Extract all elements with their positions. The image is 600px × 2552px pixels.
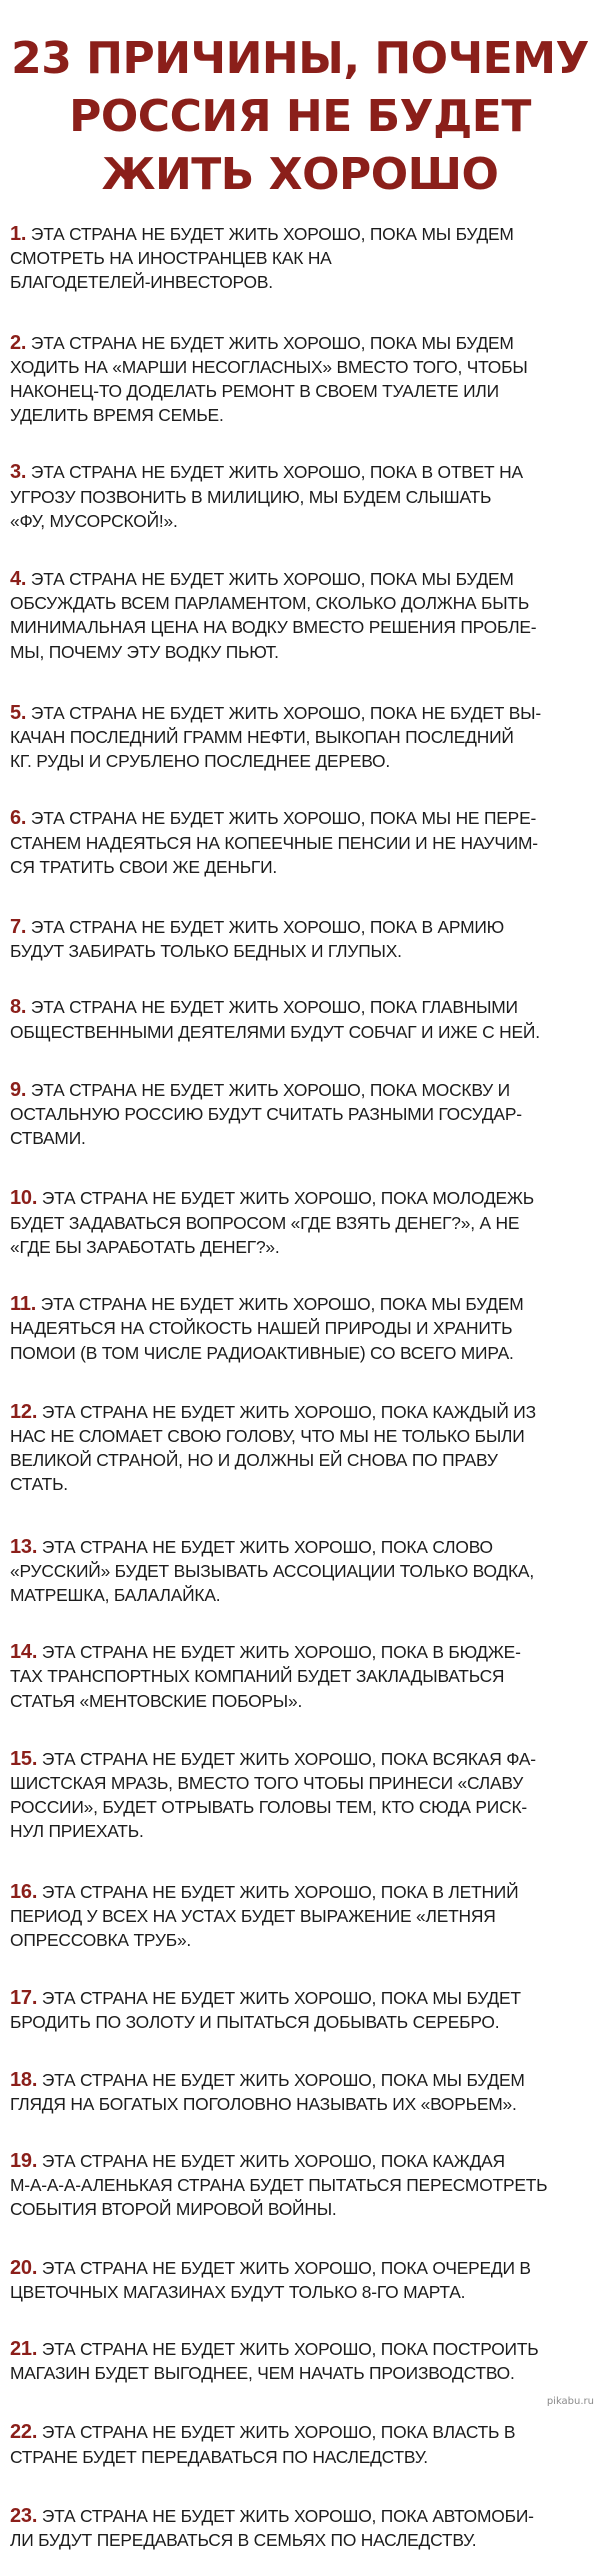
list-item-number: 2.	[10, 331, 27, 354]
list-item-line	[10, 831, 592, 855]
list-item-line	[10, 615, 592, 639]
list-item-line	[10, 2445, 592, 2469]
list-item-text: ЭТА СТРАНА НЕ БУДЕТ ЖИТЬ ХОРОШО, ПОКА МЫ БУДЕМ	[41, 2069, 525, 2090]
list-item-line	[10, 701, 592, 725]
list-item-line	[10, 1986, 592, 2010]
list-item-text: ШИСТСКАЯ МРАЗЬ, ВМЕСТО ТОГО ЧТОБЫ ПРИНЕСИ «СЛАВУ	[10, 1772, 524, 1793]
list-item-text: СТРАНЕ БУДЕТ ПЕРЕДАВАТЬСЯ ПО НАСЛЕДСТВУ.	[10, 2446, 428, 2467]
list-item-number: 5.	[10, 701, 27, 724]
list-item	[10, 915, 592, 963]
list-item-line	[10, 2197, 592, 2221]
list-item-text: ЭТА СТРАНА НЕ БУДЕТ ЖИТЬ ХОРОШО, ПОКА В БЮДЖЕ-	[41, 1642, 521, 1663]
list-item-line	[10, 1400, 592, 1424]
list-item	[10, 1400, 592, 1497]
list-item	[10, 1186, 592, 1259]
list-item-line	[10, 1904, 592, 1928]
list-item-line	[10, 379, 592, 403]
list-item	[10, 1078, 592, 1151]
list-item-number: 7.	[10, 916, 27, 939]
list-item-line	[10, 485, 592, 509]
list-item-line	[10, 725, 592, 749]
list-item-number: 9.	[10, 1078, 27, 1101]
list-item-text: ЭТА СТРАНА НЕ БУДЕТ ЖИТЬ ХОРОШО, ПОКА ВСЯКАЯ ФА-	[41, 1748, 536, 1769]
list-item-text: ЭТА СТРАНА НЕ БУДЕТ ЖИТЬ ХОРОШО, ПОКА ВЛАСТЬ В	[41, 2422, 516, 2443]
list-item-text: ЭТА СТРАНА НЕ БУДЕТ ЖИТЬ ХОРОШО, ПОКА КАЖДЫЙ ИЗ	[41, 1401, 536, 1422]
list-item-number: 4.	[10, 568, 27, 591]
watermark: pikabu.ru	[546, 2396, 594, 2407]
list-item-text: ЭТА СТРАНА НЕ БУДЕТ ЖИТЬ ХОРОШО, ПОКА НЕ БУДЕТ ВЫ-	[30, 702, 541, 723]
list-item	[10, 806, 592, 879]
list-item-text: «ФУ, МУСОРСКОЙ!».	[10, 510, 178, 531]
list-item-text: СОБЫТИЯ ВТОРОЙ МИРОВОЙ ВОЙНЫ.	[10, 2199, 337, 2220]
list-item-text: ЭТА СТРАНА НЕ БУДЕТ ЖИТЬ ХОРОШО, ПОКА МОСКВУ И	[30, 1079, 510, 1100]
list-item-number: 10.	[10, 1187, 38, 1210]
list-item-line	[10, 1771, 592, 1795]
list-item-number: 11.	[10, 1293, 37, 1316]
list-item-number: 22.	[10, 2421, 38, 2444]
title-line: РОССИЯ НЕ БУДЕТ	[69, 91, 531, 142]
list-item-text: «РУССКИЙ» БУДЕТ ВЫЗЫВАТЬ АССОЦИАЦИИ ТОЛЬКО ВОДКА,	[10, 1560, 534, 1581]
list-item-line	[10, 2068, 592, 2092]
list-item-line	[10, 270, 592, 294]
list-item-line	[10, 403, 592, 427]
list-item-line	[10, 1126, 592, 1150]
list-item-text: БРОДИТЬ ПО ЗОЛОТУ И ПЫТАТЬСЯ ДОБЫВАТЬ СЕРЕБРО.	[10, 2012, 500, 2033]
list-item	[10, 567, 592, 664]
list-item-line	[10, 2420, 592, 2444]
list-item-number: 8.	[10, 996, 27, 1019]
list-item	[10, 701, 592, 774]
list-item	[10, 2420, 592, 2468]
list-item-line	[10, 1747, 592, 1771]
list-item	[10, 2068, 592, 2116]
list-item-line	[10, 806, 592, 830]
list-item-line	[10, 591, 592, 615]
title-line: ЖИТЬ ХОРОШО	[101, 149, 499, 200]
list-item-text: ЦВЕТОЧНЫХ МАГАЗИНАХ БУДУТ ТОЛЬКО 8-ГО МАРТА.	[10, 2281, 466, 2302]
list-item-line	[10, 355, 592, 379]
list-item-number: 19.	[10, 2149, 38, 2172]
list-item-text: СТВАМИ.	[10, 1128, 86, 1149]
list-item-line	[10, 1020, 592, 1044]
list-item	[10, 995, 592, 1043]
list-item-text: ЭТА СТРАНА НЕ БУДЕТ ЖИТЬ ХОРОШО, ПОКА ПОСТРОИТЬ	[41, 2338, 539, 2359]
list-item	[10, 222, 592, 295]
list-item-line	[10, 2504, 592, 2528]
list-item-number: 17.	[10, 1987, 38, 2010]
list-item-text: ЭТА СТРАНА НЕ БУДЕТ ЖИТЬ ХОРОШО, ПОКА МЫ БУДЕТ	[41, 1988, 521, 2009]
list-item-line	[10, 1211, 592, 1235]
list-item-line	[10, 1664, 592, 1688]
list-item-line	[10, 2149, 592, 2173]
list-item-text: КГ. РУДЫ И СРУБЛЕНО ПОСЛЕДНЕЕ ДЕРЕВО.	[10, 751, 391, 772]
list-item-line	[10, 1928, 592, 1952]
list-item-line	[10, 1078, 592, 1102]
list-item-line	[10, 1235, 592, 1259]
list-item-number: 12.	[10, 1400, 38, 1423]
list-item-text: ЭТА СТРАНА НЕ БУДЕТ ЖИТЬ ХОРОШО, ПОКА АВТОМОБИ-	[41, 2505, 534, 2526]
list-item-text: ЭТА СТРАНА НЕ БУДЕТ ЖИТЬ ХОРОШО, ПОКА МЫ БУДЕМ	[30, 332, 514, 353]
list-item-line	[10, 915, 592, 939]
list-item-line	[10, 2280, 592, 2304]
list-item-line	[10, 855, 592, 879]
list-item-line	[10, 1795, 592, 1819]
list-item-text: ЭТА СТРАНА НЕ БУДЕТ ЖИТЬ ХОРОШО, ПОКА МОЛОДЕЖЬ	[41, 1188, 535, 1209]
list-item-line	[10, 1292, 592, 1316]
list-item-text: МЫ, ПОЧЕМУ ЭТУ ВОДКУ ПЬЮТ.	[10, 641, 279, 662]
list-item-text: ЭТА СТРАНА НЕ БУДЕТ ЖИТЬ ХОРОШО, ПОКА МЫ БУДЕМ	[30, 224, 514, 244]
list-item-line	[10, 2361, 592, 2385]
list-item	[10, 1535, 592, 1608]
list-item-line	[10, 2256, 592, 2280]
list-item-text: ГЛЯДЯ НА БОГАТЫХ ПОГОЛОВНО НАЗЫВАТЬ ИХ «ВОРЬЕМ».	[10, 2093, 517, 2114]
list-item-line	[10, 1880, 592, 1904]
list-item-number: 14.	[10, 1641, 38, 1664]
list-item-text: НАДЕЯТЬСЯ НА СТОЙКОСТЬ НАШЕЙ ПРИРОДЫ И ХРАНИТЬ	[10, 1318, 513, 1339]
list-item-text: ОБСУЖДАТЬ ВСЕМ ПАРЛАМЕНТОМ, СКОЛЬКО ДОЛЖНА БЫТЬ	[10, 593, 530, 614]
list-item-text: ЭТА СТРАНА НЕ БУДЕТ ЖИТЬ ХОРОШО, ПОКА МЫ БУДЕМ	[40, 1294, 524, 1315]
list-item-text: СЯ ТРАТИТЬ СВОИ ЖЕ ДЕНЬГИ.	[10, 856, 278, 877]
list-item-line	[10, 995, 592, 1019]
list-item-text: ЭТА СТРАНА НЕ БУДЕТ ЖИТЬ ХОРОШО, ПОКА МЫ БУДЕМ	[30, 569, 514, 590]
list-item-line	[10, 222, 592, 246]
list-item-text: М-А-А-А-АЛЕНЬКАЯ СТРАНА БУДЕТ ПЫТАТЬСЯ ПЕРЕСМОТРЕТЬ	[10, 2175, 548, 2196]
list-item-line	[10, 1424, 592, 1448]
list-item-line	[10, 939, 592, 963]
list-item-text: ЭТА СТРАНА НЕ БУДЕТ ЖИТЬ ХОРОШО, ПОКА В ОТВЕТ НА	[30, 462, 523, 483]
list-item-text: ЭТА СТРАНА НЕ БУДЕТ ЖИТЬ ХОРОШО, ПОКА КАЖДАЯ	[41, 2150, 505, 2171]
list-item	[10, 1880, 592, 1953]
list-item-line	[10, 1583, 592, 1607]
list-item-line	[10, 567, 592, 591]
list-item-number: 18.	[10, 2068, 38, 2091]
list-item	[10, 2256, 592, 2304]
list-item-text: ЭТА СТРАНА НЕ БУДЕТ ЖИТЬ ХОРОШО, ПОКА МЫ НЕ ПЕРЕ-	[30, 808, 537, 829]
list-item-line	[10, 1102, 592, 1126]
list-item-text: ЭТА СТРАНА НЕ БУДЕТ ЖИТЬ ХОРОШО, ПОКА СЛОВО	[41, 1536, 493, 1557]
list-item-text: ЭТА СТРАНА НЕ БУДЕТ ЖИТЬ ХОРОШО, ПОКА ОЧЕРЕДИ В	[41, 2257, 531, 2278]
list-item	[10, 460, 592, 533]
list-item-text: ОБЩЕСТВЕННЫМИ ДЕЯТЕЛЯМИ БУДУТ СОБЧАГ И ИЖЕ С НЕЙ.	[10, 1021, 540, 1042]
list-item-line	[10, 509, 592, 533]
list-item-line	[10, 749, 592, 773]
list-item-text: СМОТРЕТЬ НА ИНОСТРАНЦЕВ КАК НА	[10, 248, 332, 269]
list-item-number: 13.	[10, 1535, 38, 1558]
list-item-line	[10, 2092, 592, 2116]
list-item-number: 1.	[10, 223, 27, 245]
list-item-line	[10, 640, 592, 664]
list-item-line	[10, 1819, 592, 1843]
list-item	[10, 2504, 592, 2552]
list-item-text: ЭТА СТРАНА НЕ БУДЕТ ЖИТЬ ХОРОШО, ПОКА В ЛЕТНИЙ	[41, 1881, 519, 1902]
list-item-number: 15.	[10, 1747, 38, 1770]
list-item-line	[10, 1472, 592, 1496]
list-item-line	[10, 1559, 592, 1583]
list-item-text: НАКОНЕЦ-ТО ДОДЕЛАТЬ РЕМОНТ В СВОЕМ ТУАЛЕТЕ ИЛИ	[10, 381, 499, 402]
list-item-text: «ГДЕ БЫ ЗАРАБОТАТЬ ДЕНЕГ?».	[10, 1236, 280, 1257]
list-item-line	[10, 331, 592, 355]
list-item-text: НУЛ ПРИЕХАТЬ.	[10, 1821, 144, 1842]
list-item	[10, 2149, 592, 2222]
list-item	[10, 1747, 592, 1844]
list-item-text: РОССИИ», БУДЕТ ОТРЫВАТЬ ГОЛОВЫ ТЕМ, КТО СЮДА РИСК-	[10, 1797, 527, 1818]
list-item-text: МАГАЗИН БУДЕТ ВЫГОДНЕЕ, ЧЕМ НАЧАТЬ ПРОИЗВОДСТВО.	[10, 2363, 515, 2384]
list-item-line	[10, 1316, 592, 1340]
list-item-text: КАЧАН ПОСЛЕДНИЙ ГРАММ НЕФТИ, ВЫКОПАН ПОСЛЕДНИЙ	[10, 727, 514, 748]
list-item-line	[10, 1640, 592, 1664]
list-item-text: УГРОЗУ ПОЗВОНИТЬ В МИЛИЦИЮ, МЫ БУДЕМ СЛЫШАТЬ	[10, 486, 492, 507]
list-item-line	[10, 1535, 592, 1559]
list-item-text: БЛАГОДЕТЕЛЕЙ-ИНВЕСТОРОВ.	[10, 272, 273, 293]
list-item-number: 3.	[10, 461, 27, 484]
list-item-line	[10, 460, 592, 484]
list-item	[10, 1292, 592, 1365]
list-item-number: 20.	[10, 2256, 38, 2279]
list-item-text: ОСТАЛЬНУЮ РОССИЮ БУДУТ СЧИТАТЬ РАЗНЫМИ ГОСУДАР-	[10, 1104, 522, 1125]
list-item-text: БУДЕТ ЗАДАВАТЬСЯ ВОПРОСОМ «ГДЕ ВЗЯТЬ ДЕНЕГ?», А НЕ	[10, 1212, 520, 1233]
list-item-text: МАТРЕШКА, БАЛАЛАЙКА.	[10, 1584, 221, 1605]
list-item-line	[10, 1689, 592, 1713]
list-item-line	[10, 246, 592, 270]
list-item-number: 16.	[10, 1880, 38, 1903]
list-item-number: 21.	[10, 2337, 38, 2360]
list-item-text: ЭТА СТРАНА НЕ БУДЕТ ЖИТЬ ХОРОШО, ПОКА ГЛАВНЫМИ	[30, 997, 518, 1018]
list-item-text: СТАТЬ.	[10, 1474, 68, 1495]
list-item-text: ЛИ БУДУТ ПЕРЕДАВАТЬСЯ В СЕМЬЯХ ПО НАСЛЕДСТВУ.	[10, 2530, 477, 2550]
list-item-text: ЭТА СТРАНА НЕ БУДЕТ ЖИТЬ ХОРОШО, ПОКА В АРМИЮ	[30, 917, 505, 938]
list-item-text: ОПРЕССОВКА ТРУБ».	[10, 1929, 192, 1950]
list-item-text: СТАНЕМ НАДЕЯТЬСЯ НА КОПЕЕЧНЫЕ ПЕНСИИ И НЕ НАУЧИМ-	[10, 832, 538, 853]
list-item-line	[10, 2010, 592, 2034]
list-item-line	[10, 2528, 592, 2552]
list-item-text: ПЕРИОД У ВСЕХ НА УСТАХ БУДЕТ ВЫРАЖЕНИЕ «ЛЕТНЯЯ	[10, 1905, 496, 1926]
list-item-text: ТАХ ТРАНСПОРТНЫХ КОМПАНИЙ БУДЕТ ЗАКЛАДЫВАТЬСЯ	[10, 1666, 505, 1687]
list-item-text: УДЕЛИТЬ ВРЕМЯ СЕМЬЕ.	[10, 405, 224, 426]
list-item-line	[10, 1186, 592, 1210]
list-item-number: 6.	[10, 807, 27, 830]
list-item	[10, 1640, 592, 1713]
list-item-line	[10, 1341, 592, 1365]
list-item-text: ВЕЛИКОЙ СТРАНОЙ, НО И ДОЛЖНЫ ЕЙ СНОВА ПО ПРАВУ	[10, 1450, 498, 1471]
list-item-text: БУДУТ ЗАБИРАТЬ ТОЛЬКО БЕДНЫХ И ГЛУПЫХ.	[10, 941, 402, 962]
page-title	[0, 0, 600, 204]
reasons-list	[10, 222, 592, 2552]
title-line: 23 ПРИЧИНЫ, ПОЧЕМУ	[11, 33, 589, 84]
list-item-text: СТАТЬЯ «МЕНТОВСКИЕ ПОБОРЫ».	[10, 1690, 303, 1711]
list-item-text: ПОМОИ (В ТОМ ЧИСЛЕ РАДИОАКТИВНЫЕ) СО ВСЕГО МИРА.	[10, 1342, 514, 1363]
list-item	[10, 1986, 592, 2034]
list-item-line	[10, 2173, 592, 2197]
list-item-line	[10, 1448, 592, 1472]
list-item-text: МИНИМАЛЬНАЯ ЦЕНА НА ВОДКУ ВМЕСТО РЕШЕНИЯ ПРОБЛЕ-	[10, 617, 537, 638]
list-item-number: 23.	[10, 2504, 38, 2527]
list-item-text: ХОДИТЬ НА «МАРШИ НЕСОГЛАСНЫХ» ВМЕСТО ТОГО, ЧТОБЫ	[10, 356, 528, 377]
list-item-text: НАС НЕ СЛОМАЕТ СВОЮ ГОЛОВУ, ЧТО МЫ НЕ ТОЛЬКО БЫЛИ	[10, 1425, 525, 1446]
list-item	[10, 2337, 592, 2385]
list-item	[10, 331, 592, 428]
list-item-line	[10, 2337, 592, 2361]
